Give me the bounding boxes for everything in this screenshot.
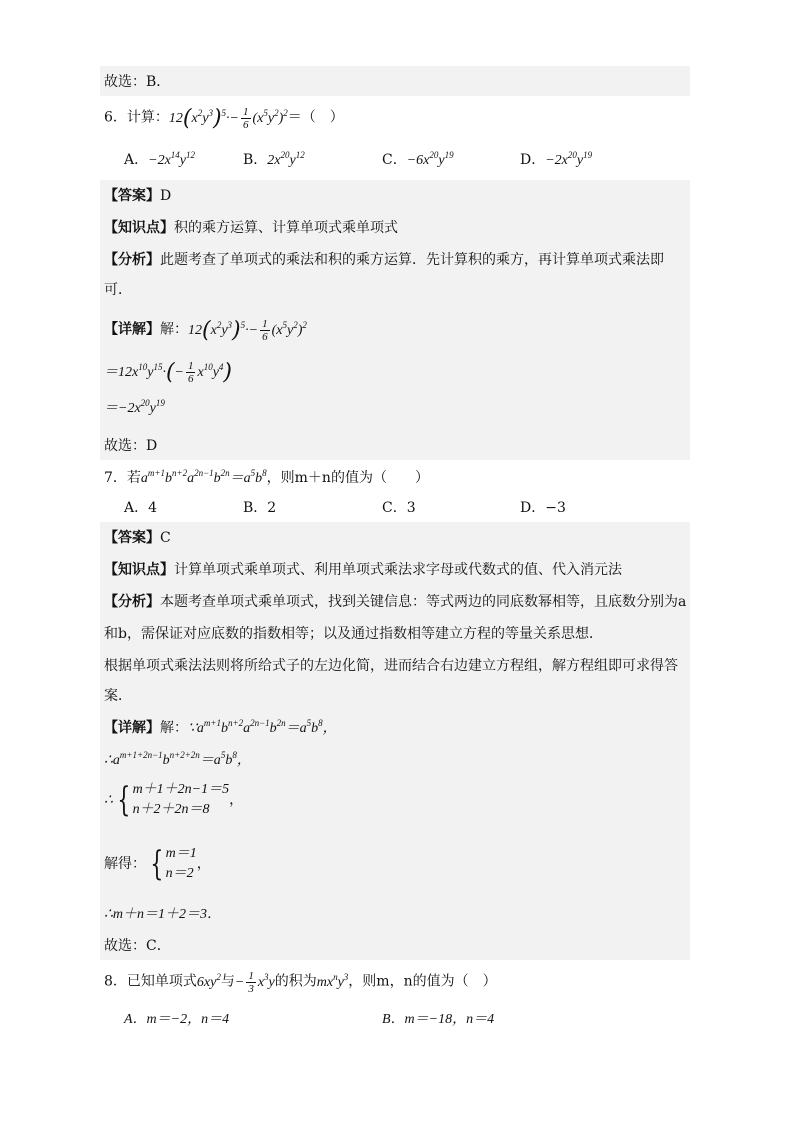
q6-stem: 6．计算：$12(x^2y^3)^5\cdot-$ $\frac{1}{6}$ $(x^5y^2)^2=$（ ）: [104, 105, 344, 131]
q7-answer-block: [100, 522, 690, 960]
q6-answer: 【答案】D: [104, 188, 172, 204]
q7-option-c: C．3: [382, 500, 416, 516]
q7-knowledge: 【知识点】计算单项式乘单项式、利用单项式乘法求字母或代数式的值、代入消元法: [104, 562, 622, 578]
prev-conclusion: 故选：B．: [104, 74, 171, 90]
q7-step-1: $\therefore a^{m+1+2n-1}b^{n+2+2n}=a^5b^8$，: [104, 750, 251, 768]
q7-option-b: B．2: [243, 500, 277, 516]
q7-sum: ∴m＋n＝1＋2＝3．: [104, 907, 222, 922]
q7-analysis-2: 和b，需保证对应底数的指数相等；以及通过指数相等建立方程的等量关系思想．: [104, 626, 603, 642]
q6-analysis-1: 【分析】此题考查了单项式的乘法和积的乘方运算．先计算积的乘方，再计算单项式乘法即: [104, 252, 664, 268]
q7-conclusion: 故选：C．: [104, 938, 171, 954]
q6-option-d: D．$-2x^{20}y^{19}$: [520, 150, 593, 168]
q7-stem: 7．若$a^{m+1}b^{n+2}a^{2n-1}b^{2n}=a^5b^8$，则m＋n的值为（ ）: [104, 468, 429, 486]
q7-analysis-3: 根据单项式乘法法则将所给式子的左边化简，进而结合右边建立方程组，解方程组即可求得答: [104, 658, 678, 674]
q7-solve: 解得： { m＝1 n＝2 ，: [104, 844, 211, 884]
q6-option-b: B．$2x^{20}y^{12}$: [243, 150, 305, 168]
q7-analysis-4: 案．: [104, 688, 132, 704]
q6-option-a: A．$-2x^{14}y^{12}$: [124, 150, 196, 168]
q7-answer: 【答案】C: [104, 530, 171, 546]
q8-stem: 8．已知单项式$6xy^2$与− $\frac{1}{3}$ $x^3y$的积为$mx^ny^3$，则m，n的值为（ ）: [104, 970, 497, 995]
q8-option-a: A．m＝−2，n＝4: [124, 1012, 230, 1027]
q6-step-2: $=-2x^{20}y^{19}$: [104, 398, 165, 416]
q7-system-1: ∴ { m＋1＋2n−1＝5 n＋2＋2n＝8 ，: [104, 780, 244, 820]
q6-analysis-2: 可．: [104, 282, 132, 298]
q7-analysis-1: 【分析】本题考查单项式乘单项式，找到关键信息：等式两边的同底数幂相等，且底数分别为a: [104, 594, 687, 610]
q7-detail: 【详解】解：$\because a^{m+1}b^{n+2}a^{2n-1}b^{2n}=a^5b^8$，: [104, 718, 337, 736]
q6-step-1: $=12x^{10}y^{15}\cdot(-$ $\frac{1}{6}$ $x^{10}y^4$): [104, 359, 233, 385]
q6-knowledge: 【知识点】积的乘方运算、计算单项式乘单项式: [104, 220, 398, 236]
q6-detail: 【详解】解：$12(x^2y^3)^5\cdot-$ $\frac{1}{6}$ $(x^5y^2)^2$: [104, 317, 307, 343]
q8-option-b: B．m＝−18，n＝4: [382, 1012, 495, 1027]
q7-option-a: A．4: [124, 500, 158, 516]
q7-option-d: D．−3: [520, 500, 566, 516]
prev-answer-block: [100, 66, 690, 96]
q6-conclusion: 故选：D: [104, 438, 158, 454]
q6-option-c: C．$-6x^{20}y^{19}$: [382, 150, 454, 168]
